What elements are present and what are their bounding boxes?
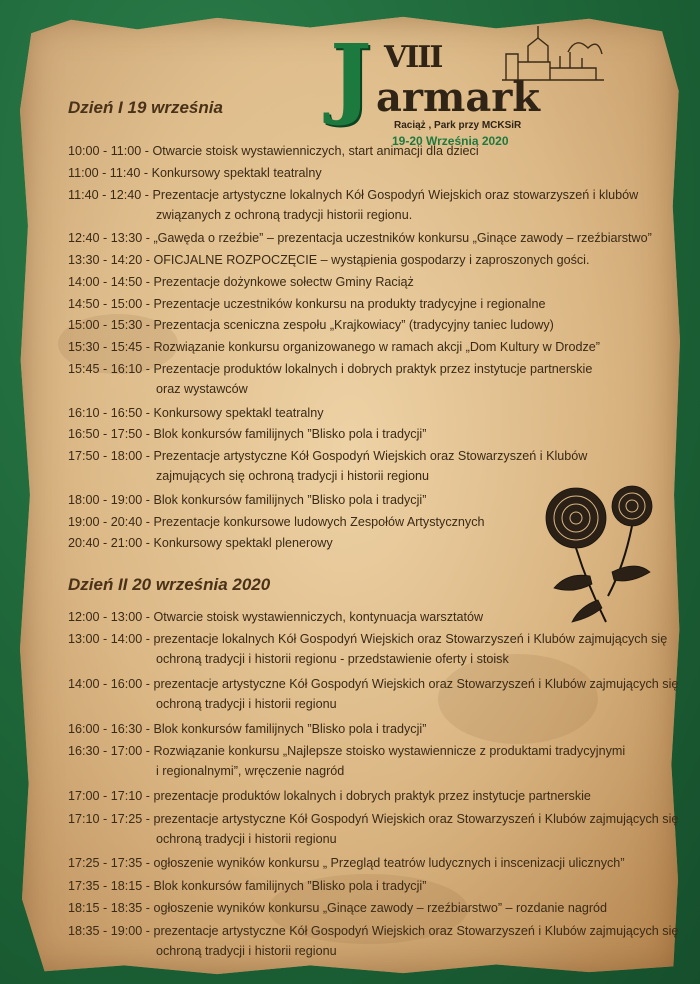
logo-dates: 19-20 Września 2020 <box>392 134 509 148</box>
schedule-description: ogłoszenie wyników konkursu „ Przegląd teatrów ludycznych i inscenizacji ulicznych” <box>153 856 625 871</box>
schedule-time: 14:00 - 14:50 <box>68 274 143 289</box>
schedule-time: 15:45 - 16:10 <box>68 362 143 376</box>
schedule-time: 12:40 - 13:30 <box>68 231 143 246</box>
schedule-description: ochroną tradycji i historii regionu <box>156 697 337 712</box>
schedule-description: związanych z ochroną tradycji historii regionu. <box>156 207 413 222</box>
schedule-item: 13:30 - 14:20 - OFICJALNE ROZPOCZĘCIE – wystąpienia gospodarzy i zaproszonych gości. <box>68 253 590 267</box>
schedule-description: Prezentacje artystyczne lokalnych Kół Gospodyń Wiejskich oraz stowarzyszeń i klubów <box>152 187 639 202</box>
schedule-item: 17:25 - 17:35 - ogłoszenie wyników konkursu „ Przegląd teatrów ludycznych i inscenizacji ulicznych” <box>68 856 625 871</box>
schedule-item: 11:00 - 11:40 - Konkursowy spektakl teatralny <box>68 165 322 180</box>
schedule-item: 10:00 - 11:00 - Otwarcie stoisk wystawienniczych, start animacji dla dzieci <box>68 144 479 158</box>
schedule-time: 14:00 - 16:00 <box>68 677 143 692</box>
schedule-item: 15:00 - 15:30 - Prezentacja sceniczna zespołu „Krajkowiacy” (tradycyjny taniec ludowy) <box>68 318 554 333</box>
schedule-time: 19:00 - 20:40 <box>68 514 143 529</box>
schedule-description: Prezentacja sceniczna zespołu „Krajkowiacy” (tradycyjny taniec ludowy) <box>153 318 554 333</box>
schedule-time: 17:25 - 17:35 <box>68 856 143 871</box>
day-two-title: Dzień II 20 września 2020 <box>68 575 271 594</box>
schedule-item: 12:00 - 13:00 - Otwarcie stoisk wystawienniczych, kontynuacja warsztatów <box>68 610 484 624</box>
schedule-description: prezentacje artystyczne Kół Gospodyń Wiejskich oraz Stowarzyszeń i Klubów zajmujących się <box>153 923 679 938</box>
schedule-time: 13:00 - 14:00 <box>68 632 143 647</box>
event-logo <box>330 26 610 146</box>
logo-place: Raciąż , Park przy MCKSiR <box>394 120 522 131</box>
schedule-item: 16:30 - 17:00 - Rozwiązanie konkursu „Najlepsze stoisko wystawiennicze z produktami tradycyjnymi i regionalnymi”, wręczenie nagród <box>68 741 682 781</box>
schedule-item: 16:00 - 16:30 - Blok konkursów familijnych ”Blisko pola i tradycji” <box>68 722 427 736</box>
schedule-time: 16:30 - 17:00 <box>68 744 143 759</box>
schedule-description: Konkursowy spektakl teatralny <box>153 405 324 420</box>
schedule-item: 11:40 - 12:40 - Prezentacje artystyczne lokalnych Kół Gospodyń Wiejskich oraz stowarzyszeń i klubów związanych z ochroną tradycji historii regionu. <box>68 185 682 225</box>
schedule-description: zajmujących się ochroną tradycji i historii regionu <box>156 469 429 484</box>
schedule-time: 11:00 - 11:40 <box>68 165 141 180</box>
schedule-description: prezentacje artystyczne Kół Gospodyń Wiejskich oraz Stowarzyszeń i Klubów zajmujących się <box>153 677 679 692</box>
schedule-description: i regionalnymi”, wręczenie nagród <box>156 764 345 779</box>
schedule-item: 13:00 - 14:00 - prezentacje lokalnych Kół Gospodyń Wiejskich oraz Stowarzyszeń i Klubów zajmujących się ochroną tradycji i historii regionu - przedstawienie oferty i stoisk <box>68 629 682 669</box>
schedule-time: 10:00 - 11:00 <box>68 144 142 158</box>
schedule-item: 17:10 - 17:25 - prezentacje artystyczne Kół Gospodyń Wiejskich oraz Stowarzyszeń i Klubów zajmujących się ochroną tradycji i historii regionu <box>68 809 682 849</box>
schedule-time: 17:50 - 18:00 <box>68 449 143 464</box>
logo-letter: J <box>330 24 372 128</box>
schedule-item: 15:45 - 16:10 - Prezentacje produktów lokalnych i dobrych praktyk przez instytucje partnerskie oraz wystawców <box>68 359 682 399</box>
schedule-time: 14:50 - 15:00 <box>68 296 143 311</box>
schedule-description: oraz wystawców <box>156 382 248 396</box>
schedule-description: Konkursowy spektakl teatralny <box>151 165 322 180</box>
schedule-time: 16:10 - 16:50 <box>68 405 143 420</box>
schedule-description: Rozwiązanie konkursu „Najlepsze stoisko wystawiennicze z produktami tradycyjnymi <box>153 744 626 759</box>
schedule-description: Otwarcie stoisk wystawienniczych, kontynuacja warsztatów <box>153 610 484 624</box>
schedule-time: 20:40 - 21:00 <box>68 536 143 551</box>
schedule-description: ochroną tradycji i historii regionu <box>156 831 337 846</box>
schedule-item: 18:35 - 19:00 - prezentacje artystyczne Kół Gospodyń Wiejskich oraz Stowarzyszeń i Klubów zajmujących się ochroną tradycji i historii regionu <box>68 921 682 961</box>
schedule-description: Prezentacje dożynkowe sołectw Gminy Raciąż <box>153 274 414 289</box>
schedule-time: 15:00 - 15:30 <box>68 318 143 333</box>
schedule-time: 12:00 - 13:00 <box>68 610 143 624</box>
schedule-time: 15:30 - 15:45 <box>68 340 143 355</box>
schedule-description: Otwarcie stoisk wystawienniczych, start animacji dla dzieci <box>152 144 479 158</box>
schedule-description: Blok konkursów familijnych ”Blisko pola i tradycji” <box>153 492 427 507</box>
schedule-item: 12:40 - 13:30 - „Gawęda o rzeźbie” – prezentacja uczestników konkursu „Ginące zawody – rzeźbiarstwo” <box>68 231 652 246</box>
schedule-item: 14:50 - 15:00 - Prezentacje uczestników konkursu na produkty tradycyjne i regionalne <box>68 296 546 311</box>
schedule-description: „Gawęda o rzeźbie” – prezentacja uczestników konkursu „Ginące zawody – rzeźbiarstwo” <box>153 231 652 246</box>
schedule-description: OFICJALNE ROZPOCZĘCIE – wystąpienia gospodarzy i zaproszonych gości. <box>153 253 590 267</box>
schedule-item: 17:35 - 18:15 - Blok konkursów familijnych ”Blisko pola i tradycji” <box>68 878 427 893</box>
schedule-time: 11:40 - 12:40 <box>68 187 142 202</box>
schedule-description: Blok konkursów familijnych ”Blisko pola i tradycji” <box>153 427 427 442</box>
schedule-item: 15:30 - 15:45 - Rozwiązanie konkursu organizowanego w ramach akcji „Dom Kultury w Drodze” <box>68 340 600 355</box>
schedule-description: Konkursowy spektakl plenerowy <box>153 536 333 551</box>
schedule-item: 16:50 - 17:50 - Blok konkursów familijnych ”Blisko pola i tradycji” <box>68 427 427 442</box>
schedule-time: 13:30 - 14:20 <box>68 253 143 267</box>
schedule-time: 18:35 - 19:00 <box>68 923 143 938</box>
schedule-description: Rozwiązanie konkursu organizowanego w ramach akcji „Dom Kultury w Drodze” <box>153 340 600 355</box>
schedule-item: 17:00 - 17:10 - prezentacje produktów lokalnych i dobrych praktyk przez instytucje partnerskie <box>68 789 591 804</box>
schedule-description: prezentacje produktów lokalnych i dobrych praktyk przez instytucje partnerskie <box>153 789 591 804</box>
schedule-item: 16:10 - 16:50 - Konkursowy spektakl teatralny <box>68 405 324 420</box>
schedule-description: prezentacje artystyczne Kół Gospodyń Wiejskich oraz Stowarzyszeń i Klubów zajmujących się <box>153 811 679 826</box>
schedule-time: 17:10 - 17:25 <box>68 811 143 826</box>
schedule-description: Blok konkursów familijnych ”Blisko pola i tradycji” <box>153 878 427 893</box>
schedule-description: ochroną tradycji i historii regionu <box>156 943 337 958</box>
schedule-item: 17:50 - 18:00 - Prezentacje artystyczne Kół Gospodyń Wiejskich oraz Stowarzyszeń i Klubów zajmujących się ochroną tradycji i historii regionu <box>68 446 682 486</box>
schedule-description: Prezentacje artystyczne Kół Gospodyń Wiejskich oraz Stowarzyszeń i Klubów <box>153 449 588 464</box>
schedule-description: Prezentacje produktów lokalnych i dobrych praktyk przez instytucje partnerskie <box>153 362 593 376</box>
schedule-item: 19:00 - 20:40 - Prezentacje konkursowe ludowych Zespołów Artystycznych <box>68 514 485 529</box>
schedule-description: Prezentacje konkursowe ludowych Zespołów Artystycznych <box>153 514 485 529</box>
schedule-time: 16:00 - 16:30 <box>68 722 143 736</box>
logo-word: armark <box>376 74 541 121</box>
schedule-item: 18:15 - 18:35 - ogłoszenie wyników konkursu „Ginące zawody – rzeźbiarstwo” – rozdanie nagród <box>68 901 608 916</box>
schedule-time: 17:35 - 18:15 <box>68 878 143 893</box>
schedule-item: 14:00 - 16:00 - prezentacje artystyczne Kół Gospodyń Wiejskich oraz Stowarzyszeń i Klubów zajmujących się ochroną tradycji i historii regionu <box>68 674 682 714</box>
schedule-time: 17:00 - 17:10 <box>68 789 143 804</box>
schedule-description: ogłoszenie wyników konkursu „Ginące zawody – rzeźbiarstwo” – rozdanie nagród <box>153 901 608 916</box>
schedule-description: ochroną tradycji i historii regionu - przedstawienie oferty i stoisk <box>156 652 509 667</box>
schedule-description: prezentacje lokalnych Kół Gospodyń Wiejskich oraz Stowarzyszeń i Klubów zajmujących się <box>153 632 668 647</box>
schedule-item: 18:00 - 19:00 - Blok konkursów familijnych ”Blisko pola i tradycji” <box>68 492 427 507</box>
day-one-title: Dzień I 19 września <box>68 98 223 117</box>
schedule-description: Prezentacje uczestników konkursu na produkty tradycyjne i regionalne <box>153 296 546 311</box>
schedule-time: 18:00 - 19:00 <box>68 492 143 507</box>
logo-numeral: VIII <box>384 40 442 75</box>
schedule-item: 20:40 - 21:00 - Konkursowy spektakl plenerowy <box>68 536 333 551</box>
schedule-time: 16:50 - 17:50 <box>68 427 143 442</box>
schedule-time: 18:15 - 18:35 <box>68 901 143 916</box>
schedule-item: 14:00 - 14:50 - Prezentacje dożynkowe sołectw Gminy Raciąż <box>68 274 414 289</box>
schedule-description: Blok konkursów familijnych ”Blisko pola i tradycji” <box>153 722 427 736</box>
